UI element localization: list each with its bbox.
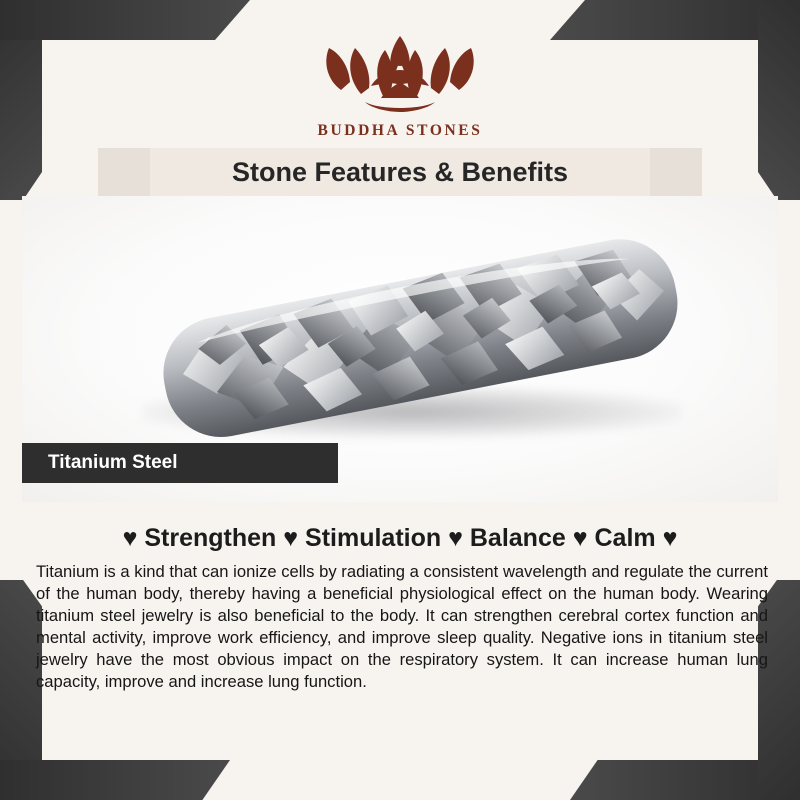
content-section bbox=[22, 510, 778, 693]
title-banner bbox=[150, 148, 650, 196]
banner-wing-left bbox=[98, 148, 150, 196]
frame-bar-bottom-left bbox=[0, 760, 230, 800]
page-title: Stone Features & Benefits bbox=[231, 156, 569, 187]
banner-wing-right bbox=[650, 148, 702, 196]
brand-logo bbox=[0, 18, 800, 140]
brand-name: BUDDHA STONES bbox=[317, 122, 483, 139]
lotus-meditation-icon bbox=[305, 18, 495, 118]
benefits-line: ♥ Strengthen ♥ Stimulation ♥ Balance ♥ Calm ♥ bbox=[122, 524, 678, 552]
product-label-strip bbox=[22, 443, 338, 483]
description-paragraph: Titanium is a kind that can ionize cells by radiating a consistent wavelength and regulate the current of the human body, thereby having a beneficial physiological effect on the human body. Wearing titanium steel jewelry is also beneficial to the body. It can strengthen cerebral cortex function and mental activity, improve work efficiency, and improve sleep quality. Negative ions in titanium steel jewelry have the most obvious impact on the respiratory system. It can increase human lung capacity, improve and increase lung function. bbox=[36, 562, 768, 692]
product-label: Titanium Steel bbox=[48, 452, 178, 473]
